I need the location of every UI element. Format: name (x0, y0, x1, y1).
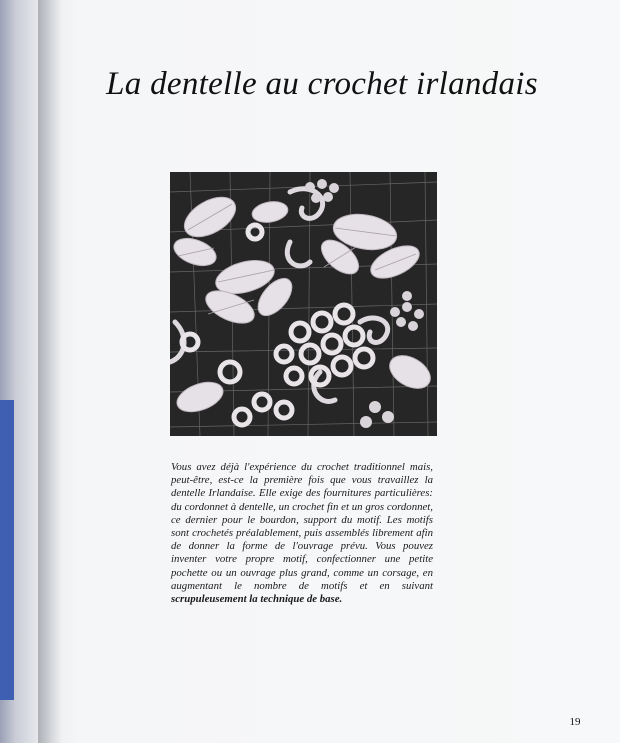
page-number: 19 (569, 716, 581, 728)
body-emphasis: scrupuleusement la technique de base. (171, 593, 343, 606)
adjacent-page-edge (0, 400, 14, 700)
page-title: La dentelle au crochet irlandais (106, 66, 538, 102)
page-gutter-shadow (38, 0, 62, 743)
body-paragraph (171, 461, 433, 606)
lace-photo (170, 172, 437, 436)
body-text: Vous avez déjà l'expérience du crochet traditionnel mais, peut-être, est-ce la première fois que vous travaillez la dentelle Irlandaise. Elle exige des fournitures particulières: du cordonnet à dentelle, un crochet fin et un gros cordonnet, ce dernier pour le bourdon, support du motif. Les motifs sont crochetés préalablement, puis assemblés librement afin de donner la forme de l'ouvrage prévu. Vous pouvez inventer votre propre motif, confectionner une petite pochette ou un ouvrage plus grand, comme un corsage, en augmentant le nombre de motifs et en suivant (171, 461, 433, 592)
